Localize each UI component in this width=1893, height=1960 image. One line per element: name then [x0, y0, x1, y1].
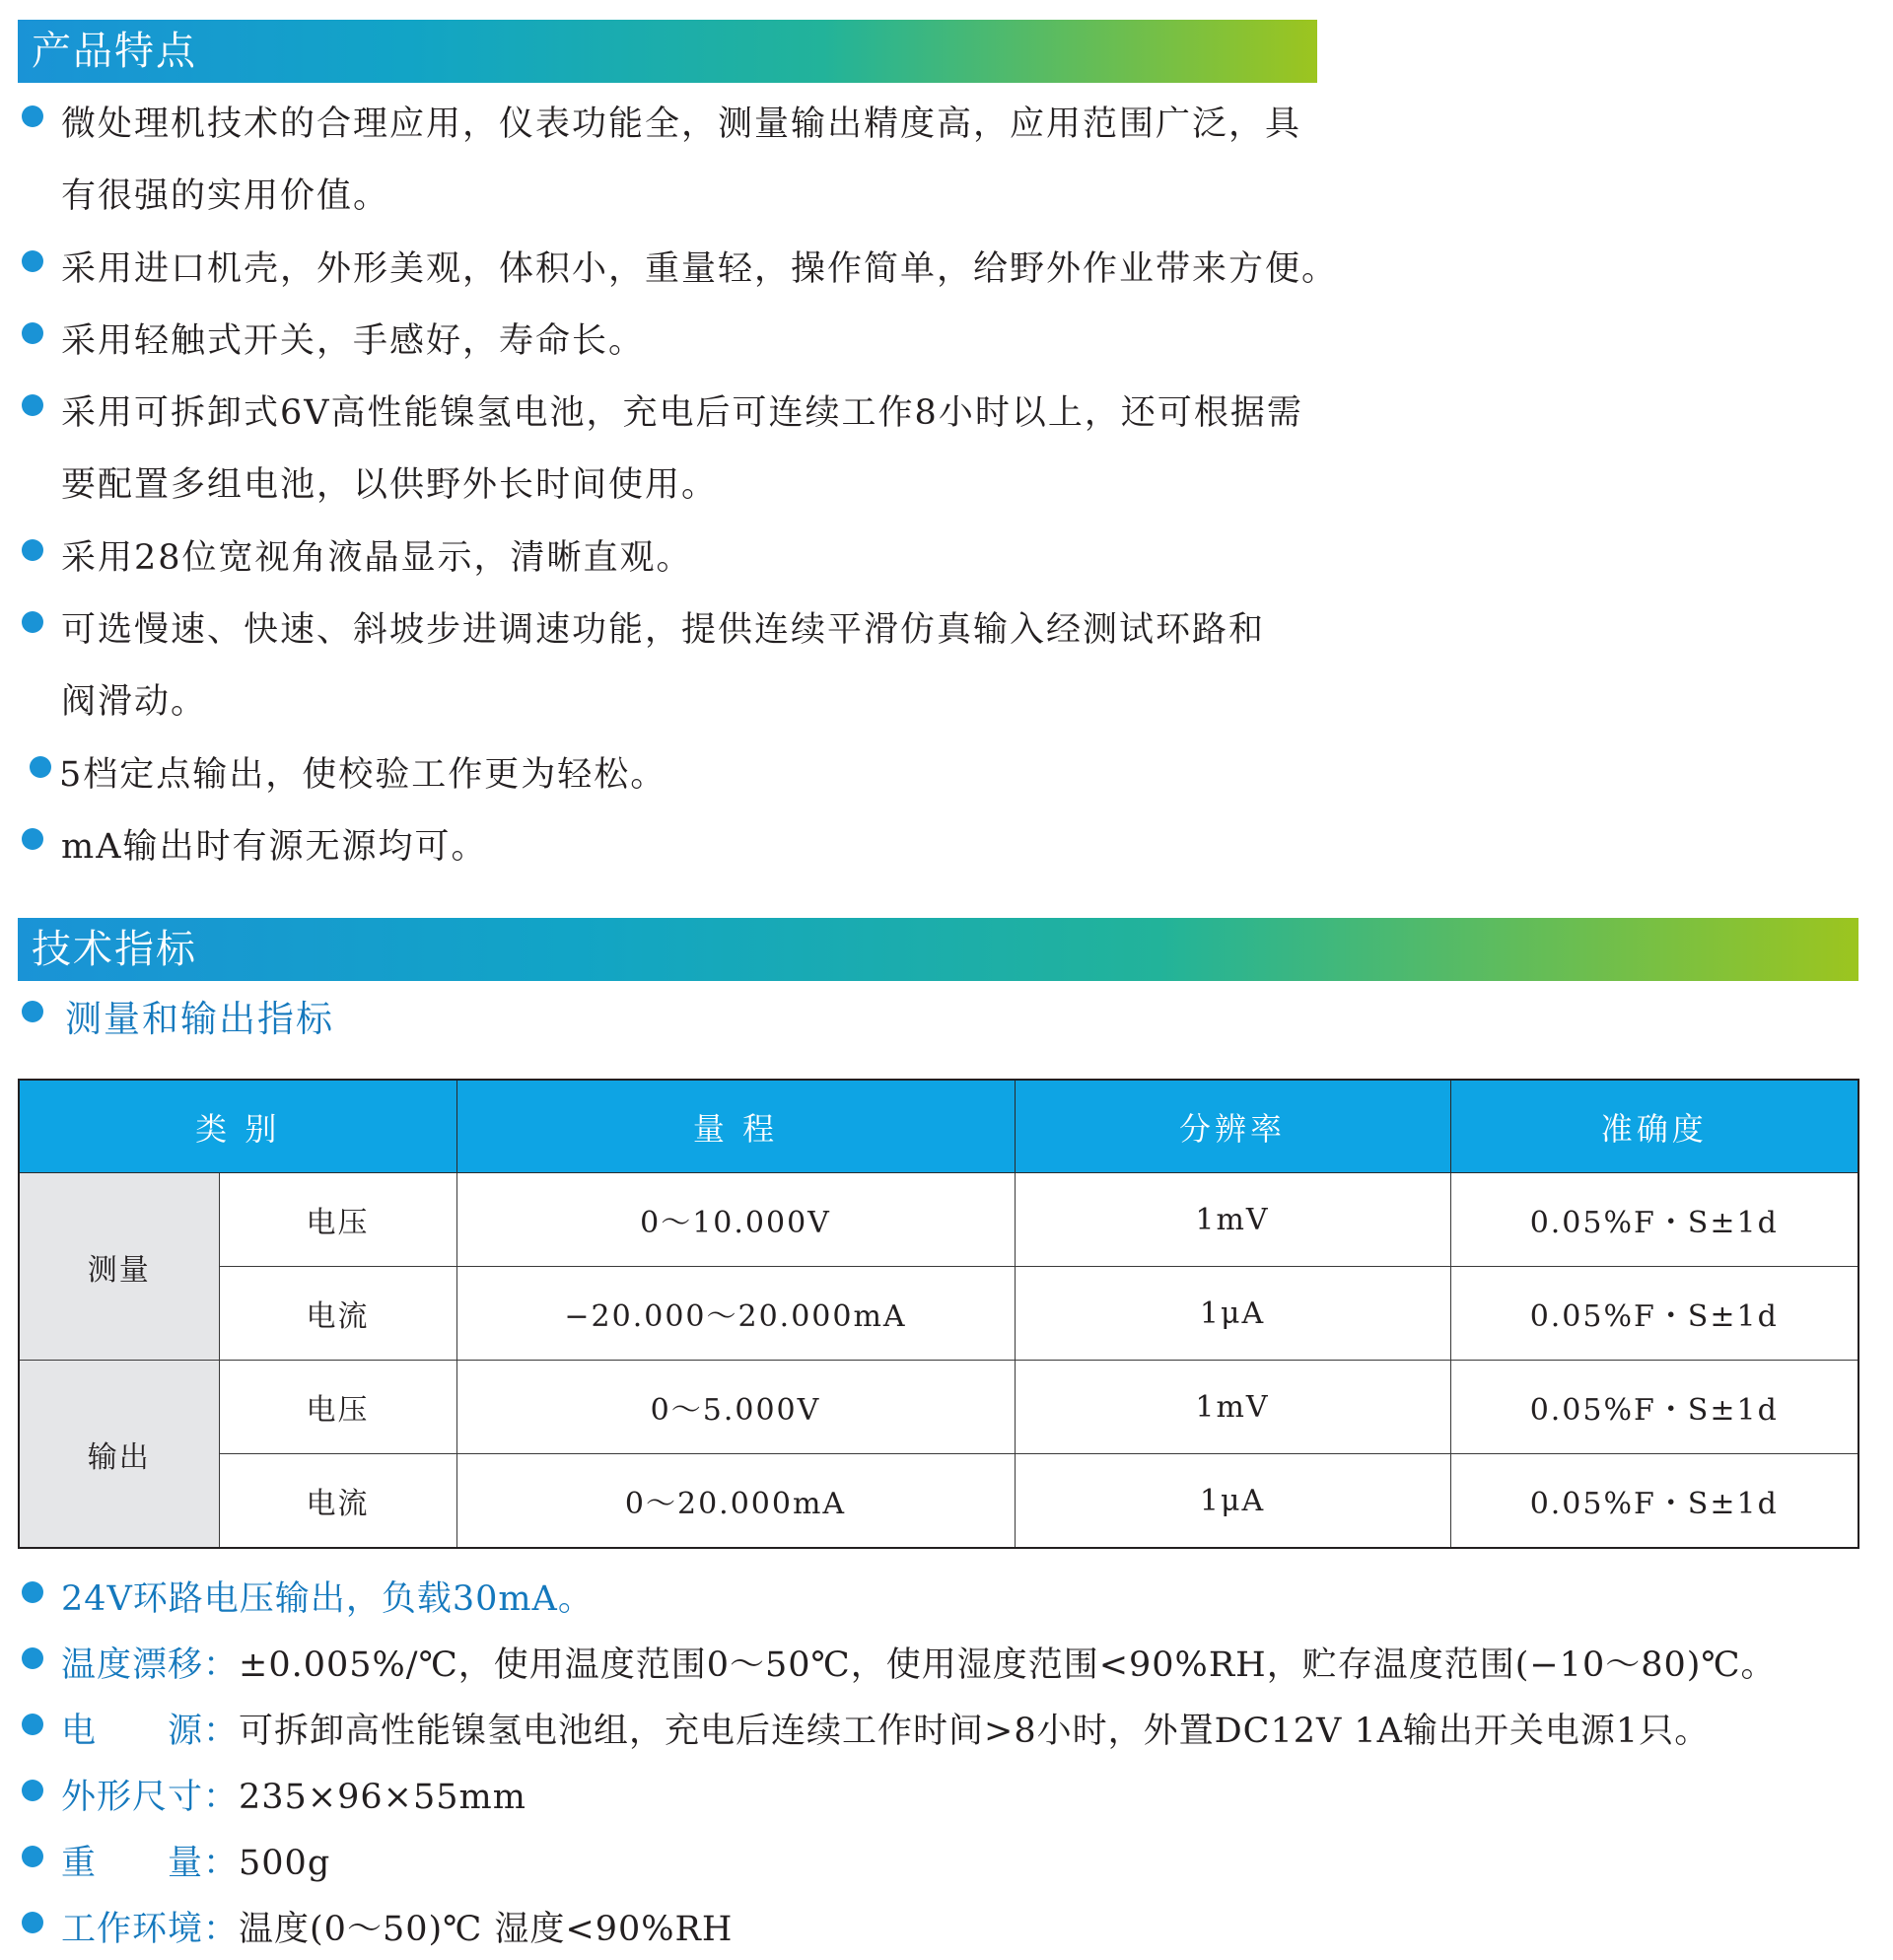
spec-label: 重 量：: [61, 1844, 240, 1883]
feature-item-1-line1: 微处理机技术的合理应用，仪表功能全，测量输出精度高，应用范围广泛，具: [61, 105, 1302, 144]
spec-weight: [61, 1836, 330, 1885]
row-type: 电流: [219, 1454, 456, 1549]
feature-item-7: 5档定点输出，使校验工作更为轻松。: [59, 755, 667, 795]
bullet-icon: [22, 1001, 43, 1022]
spec-value: ±0.005%/℃，使用温度范围0～50℃，使用湿度范围<90%RH，贮存温度范围(−10～80)℃。: [239, 1645, 1777, 1685]
header-category: 类 别: [19, 1080, 456, 1173]
row-range: −20.000～20.000mA: [456, 1267, 1015, 1361]
spec-value: 235×96×55mm: [239, 1778, 526, 1817]
row-range: 0～20.000mA: [456, 1454, 1015, 1549]
bullet-icon: [22, 1780, 43, 1801]
row-accuracy: 0.05%F・S±1d: [1450, 1361, 1858, 1454]
bullet-icon: [22, 105, 43, 127]
table-header-row: [19, 1080, 1858, 1173]
header-resolution: 分辨率: [1015, 1080, 1450, 1173]
spec-label: 工作环境：: [61, 1910, 240, 1949]
row-range: 0～10.000V: [456, 1173, 1015, 1267]
features-title: 产品特点: [32, 29, 197, 74]
table-row: [19, 1454, 1858, 1549]
spec-value: 可拆卸高性能镍氢电池组，充电后连续工作时间>8小时，外置DC12V 1A输出开关电源1只。: [239, 1712, 1711, 1751]
header-range: 量 程: [456, 1080, 1015, 1173]
bullet-icon: [22, 539, 43, 561]
row-accuracy: 0.05%F・S±1d: [1450, 1173, 1858, 1267]
spec-dimensions: [61, 1770, 526, 1819]
spec-value: 温度(0～50)℃ 湿度<90%RH: [239, 1910, 734, 1949]
feature-item-4-line2: 要配置多组电池，以供野外长时间使用。: [61, 465, 719, 505]
row-accuracy: 0.05%F・S±1d: [1450, 1267, 1858, 1361]
feature-item-1-line2: 有很强的实用价值。: [61, 176, 390, 216]
bullet-icon: [22, 611, 43, 633]
bullet-icon: [30, 756, 51, 778]
spec-label: 外形尺寸：: [61, 1778, 240, 1817]
group-output: 输出: [19, 1361, 219, 1549]
row-resolution: 1mV: [1015, 1173, 1450, 1267]
spec-label: 温度漂移：: [61, 1645, 240, 1685]
bullet-icon: [22, 1846, 43, 1867]
row-resolution: 1μA: [1015, 1267, 1450, 1361]
row-type: 电压: [219, 1361, 456, 1454]
feature-item-2: 采用进口机壳，外形美观，体积小，重量轻，操作简单，给野外作业带来方便。: [61, 249, 1339, 289]
spec-label: 电 源：: [61, 1712, 240, 1751]
bullet-icon: [22, 1912, 43, 1933]
bullet-icon: [22, 828, 43, 850]
specs-section-header: [18, 918, 1858, 981]
spec-power: [61, 1704, 1710, 1753]
group-measure: 测量: [19, 1173, 219, 1361]
feature-item-8: mA输出时有源无源均可。: [61, 827, 488, 867]
bullet-icon: [22, 322, 43, 344]
table-row: [19, 1267, 1858, 1361]
features-section-header: [18, 20, 1317, 83]
row-type: 电压: [219, 1173, 456, 1267]
row-resolution: 1mV: [1015, 1361, 1450, 1454]
spec-temp-drift: [61, 1638, 1777, 1687]
feature-item-4-line1: 采用可拆卸式6V高性能镍氢电池，充电后可连续工作8小时以上，还可根据需: [61, 393, 1303, 433]
specs-table: [18, 1079, 1859, 1549]
loop-output-note: 24V环路电压输出，负载30mA。: [61, 1579, 594, 1619]
feature-item-6-line1: 可选慢速、快速、斜坡步进调速功能，提供连续平滑仿真输入经测试环路和: [61, 610, 1266, 650]
header-accuracy: 准确度: [1450, 1080, 1858, 1173]
table-row: [19, 1173, 1858, 1267]
row-resolution: 1μA: [1015, 1454, 1450, 1549]
bullet-icon: [22, 1581, 43, 1603]
spec-environment: [61, 1902, 733, 1951]
table-row: [19, 1361, 1858, 1454]
bullet-icon: [22, 250, 43, 272]
specs-title: 技术指标: [32, 927, 197, 972]
feature-item-5: 采用28位宽视角液晶显示，清晰直观。: [61, 538, 693, 578]
specs-subtitle: 测量和输出指标: [65, 998, 334, 1040]
row-accuracy: 0.05%F・S±1d: [1450, 1454, 1858, 1549]
row-type: 电流: [219, 1267, 456, 1361]
spec-value: 500g: [239, 1844, 331, 1883]
feature-item-3: 采用轻触式开关，手感好，寿命长。: [61, 321, 646, 361]
row-range: 0～5.000V: [456, 1361, 1015, 1454]
bullet-icon: [22, 1714, 43, 1735]
feature-item-6-line2: 阀滑动。: [61, 682, 208, 722]
bullet-icon: [22, 394, 43, 416]
bullet-icon: [22, 1647, 43, 1669]
